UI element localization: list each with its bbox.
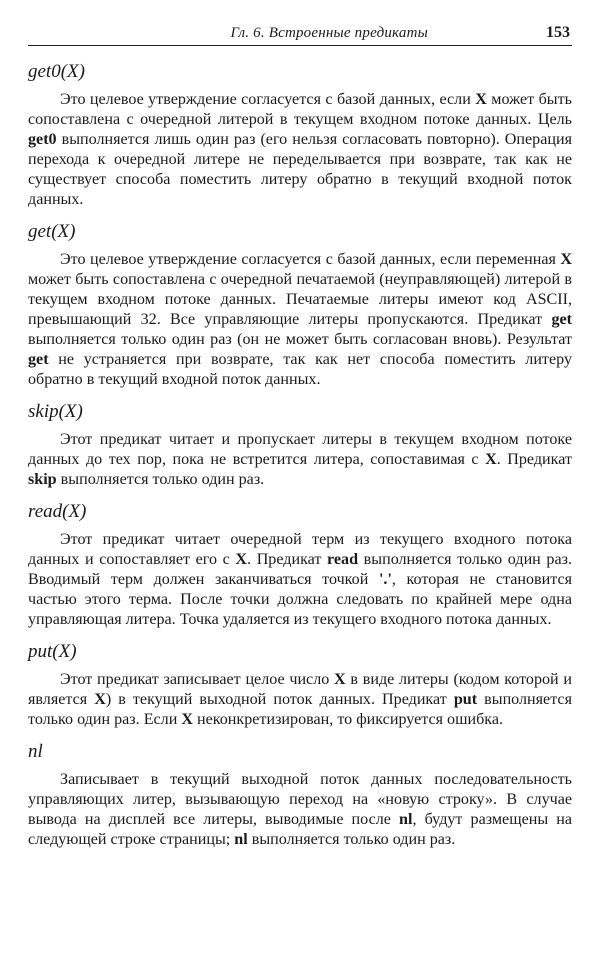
page-number: 153 bbox=[546, 24, 570, 41]
running-head bbox=[28, 24, 572, 46]
bold-run: get bbox=[28, 351, 49, 368]
predicate-term: get(X) bbox=[28, 221, 76, 242]
text-run: Это целевое утверждение согласуется с базой данных, если bbox=[60, 91, 476, 108]
bold-run: X bbox=[235, 551, 248, 568]
text-run: выполняется только один раз. bbox=[247, 831, 456, 848]
bold-run: put bbox=[453, 691, 478, 708]
predicate-description bbox=[28, 250, 572, 390]
entry-get0 bbox=[28, 60, 572, 210]
text-run: в виде литеры (кодом которой и является bbox=[28, 671, 573, 708]
text-run: Записывает в текущий выходной поток данных последовательность управляющих литер, вызывающую переход на «новую строку». В случае вывода на дисплей все литеры, выводимые после bbox=[28, 771, 572, 828]
entry-skip bbox=[28, 400, 572, 490]
entry-nl bbox=[28, 740, 572, 850]
text-run: Это целевое утверждение согласуется с базой данных, если переменная bbox=[60, 251, 561, 268]
entry-get bbox=[28, 220, 572, 390]
bold-run: skip bbox=[28, 471, 57, 488]
text-run: не устраняется при возврате, так как нет способа поместить литеру обратно в текущий входной поток данных. bbox=[28, 351, 572, 388]
bold-run: '.' bbox=[378, 571, 392, 588]
predicate-description bbox=[28, 770, 572, 850]
text-run: Этот предикат читает и пропускает литеры в текущем входном потоке данных до тех пор, пока не встретится литера, сопоставимая с bbox=[28, 431, 572, 468]
bold-run: get bbox=[551, 311, 572, 328]
bold-run: X bbox=[94, 691, 106, 708]
bold-run: nl bbox=[399, 811, 413, 828]
text-run: выполняется только один раз. bbox=[56, 471, 265, 488]
predicate-term: read(X) bbox=[28, 501, 87, 522]
bold-run: X bbox=[475, 91, 487, 108]
bold-run: X bbox=[181, 711, 193, 728]
predicate-term: skip(X) bbox=[28, 401, 83, 422]
entry-put bbox=[28, 640, 572, 730]
text-run: Этот предикат читает очередной терм из текущего входного потока данных и сопоставляет его с bbox=[28, 531, 572, 568]
predicate-description bbox=[28, 90, 572, 210]
text-run: . Предикат bbox=[496, 451, 572, 468]
text-run: , которая не становится частью этого терма. После точки должна следовать по крайней мере одна управляющая литера. Точка удаляется из текущего входного потока данных. bbox=[28, 571, 572, 628]
predicate-term: nl bbox=[28, 741, 43, 762]
text-run: выполняется только один раз. Если bbox=[28, 691, 572, 728]
bold-run: X bbox=[334, 671, 346, 688]
entry-read bbox=[28, 500, 572, 630]
predicate-term: put(X) bbox=[28, 641, 77, 662]
text-run: Этот предикат записывает целое число bbox=[60, 671, 335, 688]
bold-run: nl bbox=[234, 831, 248, 848]
predicate-list bbox=[28, 60, 572, 850]
text-run: , будут размещены на следующей строке страницы; bbox=[28, 811, 572, 848]
predicate-description bbox=[28, 670, 572, 730]
text-run: неконкретизирован, то фиксируется ошибка. bbox=[192, 711, 504, 728]
text-run: ) в текущий выходной поток данных. Предикат bbox=[105, 691, 454, 708]
text-run: может быть сопоставлена с очередной литерой в текущем входном потоке данных. Цель bbox=[28, 91, 572, 128]
text-run: выполняется лишь один раз (его нельзя согласовать повторно). Операция перехода к очередной литере не переделывается при возврате, так как не существует способа поместить литеру обратно в текущий входной поток данных. bbox=[28, 131, 572, 208]
text-run: может быть сопоставлена с очередной печатаемой (неуправляющей) литерой в текущем входном потоке данных. Печатаемые литеры имеют код ASCII, превышающий 32. Все управляющие литеры пропускаются. Предикат bbox=[28, 271, 572, 328]
text-run: выполняется только один раз (он не может быть согласован вновь). Результат bbox=[28, 331, 572, 348]
text-run: . Предикат bbox=[247, 551, 328, 568]
bold-run: get0 bbox=[28, 131, 57, 148]
bold-run: X bbox=[485, 451, 497, 468]
text-run: выполняется только один раз. Вводимый терм должен заканчиваться точкой bbox=[28, 551, 572, 588]
bold-run: X bbox=[560, 251, 572, 268]
bold-run: read bbox=[327, 551, 359, 568]
chapter-running-title: Гл. 6. Встроенные предикаты bbox=[230, 25, 428, 41]
predicate-term: get0(X) bbox=[28, 61, 85, 82]
predicate-description bbox=[28, 530, 572, 630]
predicate-description bbox=[28, 430, 572, 490]
